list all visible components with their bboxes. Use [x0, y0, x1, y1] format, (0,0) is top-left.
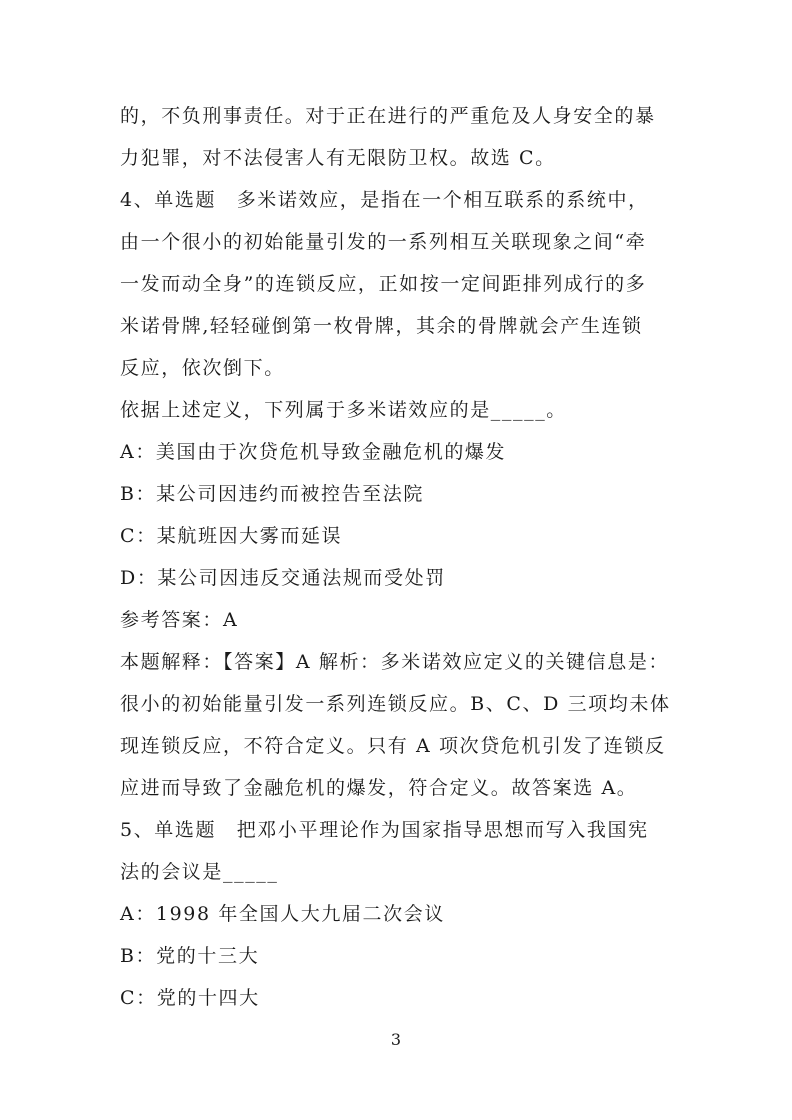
text-line: 力犯罪，对不法侵害人有无限防卫权。故选 C。 — [120, 147, 556, 169]
text-line: 现连锁反应，不符合定义。只有 A 项次贷危机引发了连锁反 — [120, 735, 666, 757]
reference-answer: 参考答案：A — [120, 609, 239, 631]
option-c: C：某航班因大雾而延误 — [120, 525, 343, 547]
option-a: A：美国由于次贷危机导致金融危机的爆发 — [120, 441, 507, 463]
option-b: B：某公司因违约而被控告至法院 — [120, 483, 424, 505]
question-prompt: 依据上述定义，下列属于多米诺效应的是_____。 — [120, 399, 567, 421]
text-line: 反应，依次倒下。 — [120, 357, 285, 379]
page-number: 3 — [390, 1030, 402, 1049]
explanation: 本题解释：【答案】A 解析：多米诺效应定义的关键信息是： — [120, 651, 670, 673]
text-line: 一发而动全身”的连锁反应，正如按一定间距排列成行的多 — [120, 273, 647, 295]
option-d: D：某公司因违反交通法规而受处罚 — [120, 567, 446, 589]
question-4-stem: 4、单选题 多米诺效应，是指在一个相互联系的系统中， — [120, 189, 649, 211]
option-b: B：党的十三大 — [120, 945, 260, 967]
text-line: 由一个很小的初始能量引发的一系列相互关联现象之间“牵 — [120, 231, 647, 253]
text-line: 很小的初始能量引发一系列连锁反应。B、C、D 三项均未体 — [120, 693, 671, 715]
option-c: C：党的十四大 — [120, 987, 260, 1009]
text-line: 应进而导致了金融危机的爆发，符合定义。故答案选 A。 — [120, 777, 638, 799]
text-line: 的，不负刑事责任。对于正在进行的严重危及人身安全的暴 — [120, 105, 656, 127]
question-5-stem: 5、单选题 把邓小平理论作为国家指导思想而写入我国宪 — [120, 819, 649, 841]
option-a: A：1998 年全国人大九届二次会议 — [120, 903, 445, 925]
text-line: 法的会议是_____ — [120, 861, 279, 883]
text-line: 米诺骨牌,轻轻碰倒第一枚骨牌，其余的骨牌就会产生连锁 — [120, 315, 643, 337]
